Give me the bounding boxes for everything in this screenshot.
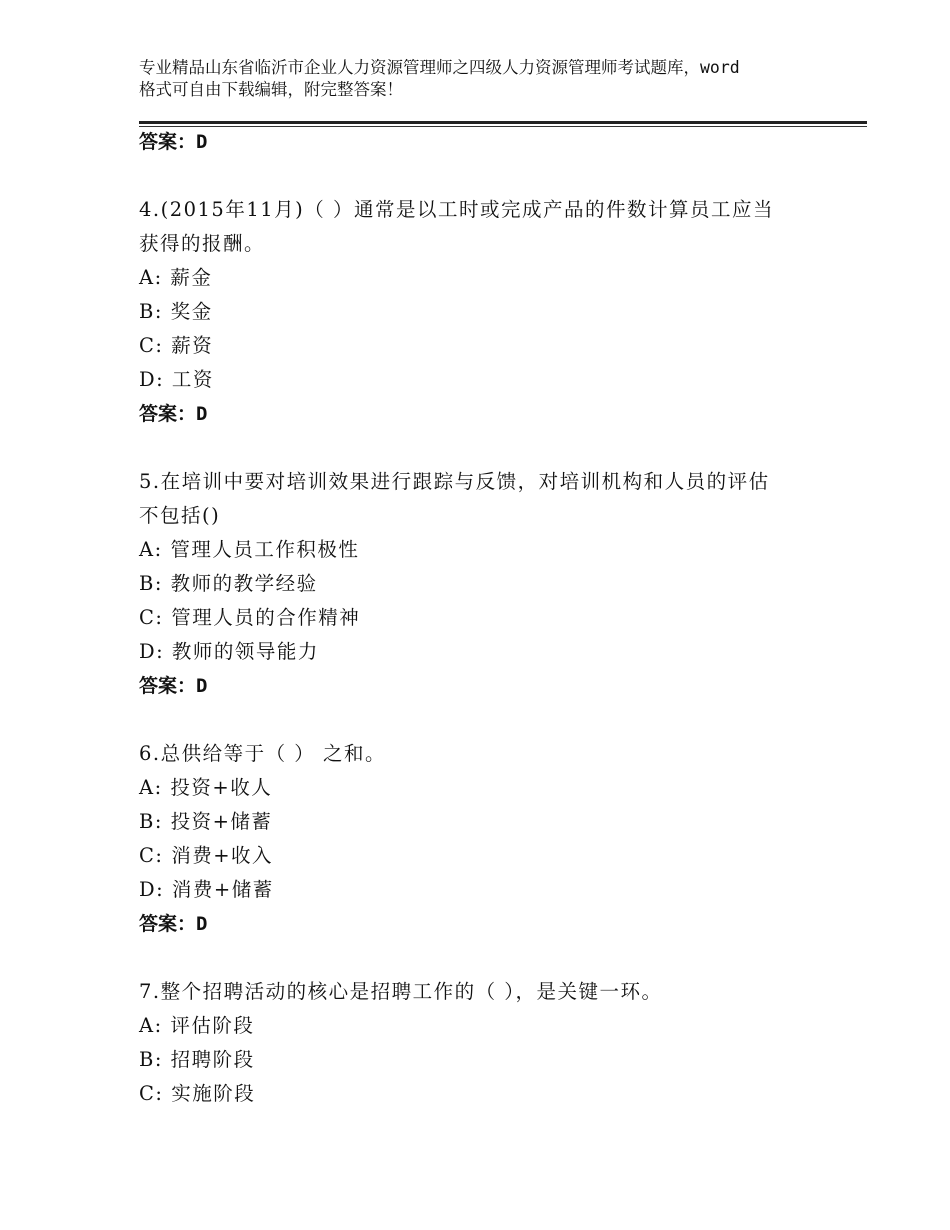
question-7-text-line-1: 7.整个招聘活动的核心是招聘工作的（ ），是关键一环。: [139, 980, 663, 1003]
question-7-option-a: A: 评估阶段: [139, 1014, 255, 1037]
question-4-text-line-1: 4.(2015年11月)（ ）通常是以工时或完成产品的件数计算员工应当: [139, 198, 774, 221]
question-5-option-c: C: 管理人员的合作精神: [139, 606, 361, 629]
question-4-text: [139, 193, 839, 261]
question-4-text-line-2: 获得的报酬。: [139, 232, 266, 255]
header-divider-thick: [139, 121, 867, 124]
question-6-option-b: B: 投资+储蓄: [139, 810, 273, 833]
header-title-line-2: 格式可自由下载编辑，附完整答案！: [139, 80, 403, 99]
question-7-option-c: C: 实施阶段: [139, 1082, 256, 1105]
question-4-option-d: D: 工资: [139, 368, 214, 391]
question-4-option-c: C: 薪资: [139, 334, 214, 357]
answer-value: D: [196, 913, 208, 935]
question-7-option-b: B: 招聘阶段: [139, 1048, 255, 1071]
question-4: [139, 193, 839, 431]
question-list: [139, 125, 839, 1111]
question-4-option-a: A: 薪金: [139, 266, 213, 289]
question-6-option-d: D: 消费+储蓄: [139, 878, 274, 901]
question-6-text-line-1: 6.总供给等于（ ） 之和。: [139, 742, 387, 765]
question-5-option-d: D: 教师的领导能力: [139, 640, 319, 663]
question-5-option-a: A: 管理人员工作积极性: [139, 538, 360, 561]
question-4-option-b: B: 奖金: [139, 300, 213, 323]
question-4-answer: [139, 397, 839, 431]
question-5-text: [139, 465, 839, 533]
answer-value: D: [196, 131, 208, 153]
question-5-text-line-2: 不包括(): [139, 504, 221, 527]
document-header: [139, 57, 829, 101]
question-6-answer: [139, 907, 839, 941]
header-title-line-1: 专业精品山东省临沂市企业人力资源管理师之四级人力资源管理师考试题库，word: [139, 58, 740, 77]
answer-line-prev: [139, 125, 839, 159]
question-7: [139, 975, 839, 1111]
question-5-text-line-1: 5.在培训中要对培训效果进行跟踪与反馈，对培训机构和人员的评估: [139, 470, 770, 493]
answer-label: 答案：: [139, 675, 197, 697]
question-6-option-a: A: 投资+收人: [139, 776, 273, 799]
answer-value: D: [196, 403, 208, 425]
question-6: [139, 737, 839, 941]
answer-label: 答案：: [139, 913, 197, 935]
question-6-option-c: C: 消费+收入: [139, 844, 274, 867]
question-5-answer: [139, 669, 839, 703]
question-6-text: [139, 737, 839, 771]
answer-label: 答案：: [139, 131, 197, 153]
answer-value: D: [196, 675, 208, 697]
question-7-text: [139, 975, 839, 1009]
question-5-option-b: B: 教师的教学经验: [139, 572, 318, 595]
question-5: [139, 465, 839, 703]
answer-label: 答案：: [139, 403, 197, 425]
